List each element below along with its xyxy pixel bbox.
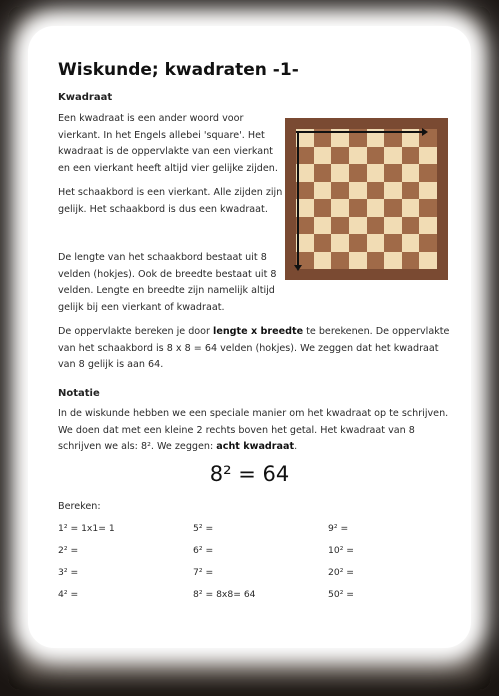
chessboard-square [314, 182, 332, 200]
exercise-item: 6² = [193, 545, 214, 556]
chessboard-square [419, 252, 437, 270]
section-heading-notatie: Notatie [58, 388, 100, 399]
length-arrow [297, 131, 299, 265]
chessboard-square [331, 199, 349, 217]
paragraph-notation: In de wiskunde hebben we een speciale manier om het kwadraat op te schrijven. We doen dat met een kleine 2 rechts boven het getal. Het kwadraat van 8 schrijven we als: 8². We zeggen: acht kwadraat. [58, 408, 449, 452]
chessboard-square [314, 217, 332, 235]
paragraph-length-width: De lengte van het schaakbord bestaat uit 8 velden (hokjes). Ook de breedte bestaat uit 8 velden. Lengte en breedte zijn namelijk altijd gelijk bij een vierkant of kwadraat. [58, 252, 277, 313]
exercise-item: 9² = [328, 523, 349, 534]
chessboard-square [419, 164, 437, 182]
exercise-item: 50² = [328, 589, 354, 600]
section-heading-kwadraat: Kwadraat [58, 92, 113, 103]
exercise-item: 4² = [58, 589, 79, 600]
chessboard-square [419, 234, 437, 252]
chessboard-square [367, 234, 385, 252]
exercise-item: 3² = [58, 567, 79, 578]
chessboard-square [384, 182, 402, 200]
chessboard-square [314, 199, 332, 217]
chessboard-square [296, 164, 314, 182]
chessboard-square [331, 234, 349, 252]
paragraph-chessboard: Het schaakbord is een vierkant. Alle zijden zijn gelijk. Het schaakbord is dus een kwadraat. [58, 187, 283, 215]
exercise-item: 20² = [328, 567, 354, 578]
chessboard-square [296, 199, 314, 217]
chessboard-square [314, 234, 332, 252]
chessboard-square [402, 252, 420, 270]
chessboard-square [419, 147, 437, 165]
chessboard-square [367, 217, 385, 235]
chessboard-square [419, 199, 437, 217]
chessboard-square [419, 182, 437, 200]
chessboard-square [349, 199, 367, 217]
exercises-label: Bereken: [58, 501, 101, 512]
chessboard-square [402, 182, 420, 200]
exercise-item: 10² = [328, 545, 354, 556]
chessboard-square [296, 182, 314, 200]
exercise-item: 8² = 8x8= 64 [193, 589, 256, 600]
chessboard-image [285, 118, 448, 280]
chessboard-square [367, 182, 385, 200]
chessboard-square [349, 217, 367, 235]
chessboard-square [349, 182, 367, 200]
chessboard-square [314, 164, 332, 182]
chessboard-square [331, 217, 349, 235]
chessboard-square [384, 234, 402, 252]
paragraph-area: De oppervlakte bereken je door lengte x breedte te berekenen. De oppervlakte van het schaakbord is 8 x 8 = 64 velden (hokjes). We zeggen dat het kwadraat van 8 gelijk is aan 64. [58, 326, 450, 370]
chessboard-square [419, 217, 437, 235]
chessboard-square [349, 234, 367, 252]
chessboard-square [402, 217, 420, 235]
chessboard-square [296, 217, 314, 235]
chessboard-square [384, 199, 402, 217]
chessboard-square [367, 147, 385, 165]
formula-8-squared: 8² = 64 [209, 462, 290, 486]
chessboard-square [402, 164, 420, 182]
chessboard-square [349, 164, 367, 182]
chessboard-square [296, 234, 314, 252]
chessboard-square [296, 147, 314, 165]
exercise-item: 2² = [58, 545, 79, 556]
chessboard-square [331, 182, 349, 200]
chessboard-square [384, 217, 402, 235]
chessboard-square [314, 147, 332, 165]
width-arrow [296, 131, 422, 133]
chessboard-square [331, 147, 349, 165]
chessboard-square [314, 252, 332, 270]
chessboard-square [402, 234, 420, 252]
chessboard-square [384, 164, 402, 182]
chessboard-square [384, 147, 402, 165]
exercise-item: 5² = [193, 523, 214, 534]
chessboard-square [384, 252, 402, 270]
chessboard-square [349, 147, 367, 165]
chessboard-square [367, 199, 385, 217]
paragraph-intro: Een kwadraat is een ander woord voor vierkant. In het Engels allebei 'square'. Het kwadraat is de oppervlakte van een vierkant en een vierkant heeft altijd vier gelijke zijden. [58, 113, 278, 174]
chessboard-square [331, 164, 349, 182]
chessboard-square [331, 252, 349, 270]
exercise-item: 1² = 1x1= 1 [58, 523, 115, 534]
chessboard-square [349, 252, 367, 270]
chessboard-square [367, 252, 385, 270]
page-title: Wiskunde; kwadraten -1- [58, 60, 299, 80]
chessboard-grid [296, 129, 437, 269]
chessboard-square [402, 147, 420, 165]
chessboard-square [402, 199, 420, 217]
exercise-item: 7² = [193, 567, 214, 578]
chessboard-square [367, 164, 385, 182]
